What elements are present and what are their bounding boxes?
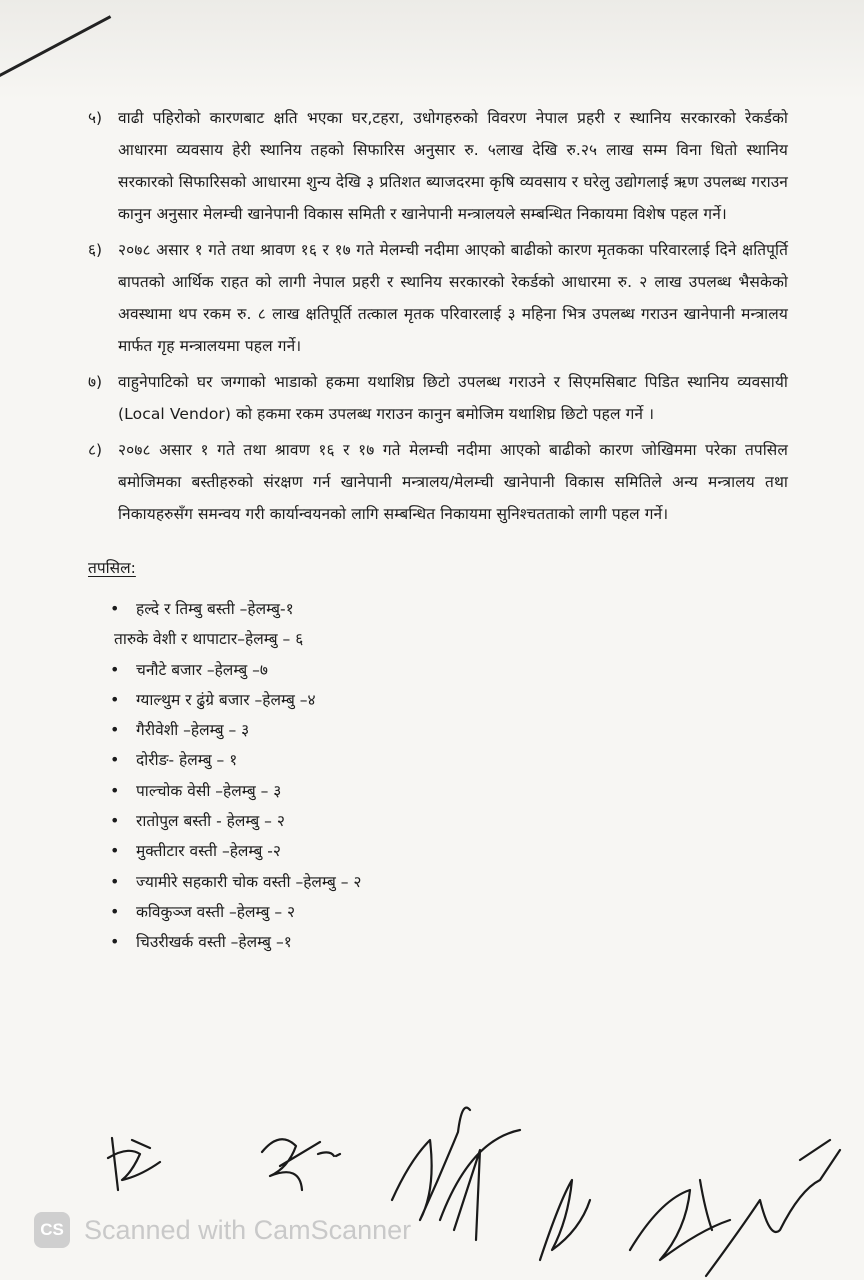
list-item: • दोरीङ- हेलम्बु – १: [110, 745, 788, 775]
tapasil-heading: तपसिल:: [88, 559, 136, 577]
settlement-list: [88, 594, 788, 958]
paragraph-8: [88, 434, 788, 530]
signature-5: [630, 1180, 730, 1260]
scan-shadow: [0, 0, 864, 100]
signature-2: [262, 1139, 340, 1190]
paragraph-number: ८): [88, 441, 103, 459]
signature-3: [392, 1108, 520, 1240]
paragraph-text: वाहुनेपाटिको घर जग्गाको भाडाको हकमा यथाशिघ्र छिटो उपलब्ध गराउने र सिएमसिबाट पिडित स्थानिय व्यवसायी (Local Vendor) को हकमा रकम उपलब्ध गराउन कानुन बमोजिम यथाशिघ्र छिटो पहल गर्ने ।: [118, 373, 788, 423]
list-item: • ग्याल्थुम र ढुंग्रे बजार –हेलम्बु –४: [110, 685, 788, 715]
paragraph-6: [88, 234, 788, 362]
camscanner-logo-icon: CS: [34, 1212, 70, 1248]
list-item: • चनौटे बजार –हेलम्बु –७: [110, 655, 788, 685]
list-item: • पाल्चोक वेसी –हेलम्बु – ३: [110, 776, 788, 806]
paragraph-7: [88, 366, 788, 430]
paragraph-number: ६): [88, 241, 103, 259]
paragraph-5: [88, 102, 788, 230]
list-item: • चिउरीखर्क वस्ती –हेलम्बु –१: [110, 927, 788, 957]
document-body: [88, 102, 788, 958]
watermark-text: Scanned with CamScanner: [84, 1214, 412, 1245]
signature-4: [540, 1180, 590, 1260]
signature-1: [108, 1138, 160, 1190]
list-item: • गैरीवेशी –हेलम्बु – ३: [110, 715, 788, 745]
list-item: • ज्यामीरे सहकारी चोक वस्ती –हेलम्बु – २: [110, 867, 788, 897]
paragraph-text: वाढी पहिरोको कारणबाट क्षति भएका घर,टहरा, उधोगहरुको विवरण नेपाल प्रहरी र स्थानिय सरकारको रेकर्डको आधारमा व्यवसाय हेरी स्थानिय तहको सिफारिस अनुसार रु. ५लाख देखि रु.२५ लाख सम्म विना धितो स्थानिय सरकारको सिफारिसको आधारमा शुन्य देखि ३ प्रतिशत ब्याजदरमा कृषि व्यवसाय र घरेलु उद्योगलाई ऋण उपलब्ध गराउन कानुन अनुसार मेलम्ची खानेपानी विकास समिती र खानेपानी मन्त्रालयले सम्बन्धित निकायमा विशेष पहल गर्ने।: [118, 109, 788, 223]
camscanner-watermark: [34, 1210, 411, 1250]
list-item: • कविकुञ्ज वस्ती –हेलम्बु – २: [110, 897, 788, 927]
list-item: • हल्दे र तिम्बु बस्ती –हेलम्बु-१: [110, 594, 788, 624]
paragraph-number: ७): [88, 373, 103, 391]
signature-6: [706, 1140, 840, 1276]
paragraph-text: २०७८ असार १ गते तथा श्रावण १६ र १७ गते मेलम्ची नदीमा आएको बाढीको कारण मृतकका परिवारलाई दिने क्षतिपूर्ति बापतको आर्थिक राहत को लागी नेपाल प्रहरी र स्थानिय सरकारको रेकर्डको आधारमा रु. २ लाख उपलब्ध भैसकेको अवस्थामा थप रकम रु. ८ लाख क्षतिपूर्ति तत्काल मृतक परिवारलाई ३ महिना भित्र उपलब्ध गराउन खानेपानी मन्त्रालय मार्फत गृह मन्त्रालयमा पहल गर्ने।: [118, 241, 788, 355]
list-item: • रातोपुल बस्ती - हेलम्बु – २: [110, 806, 788, 836]
paragraph-text: २०७८ असार १ गते तथा श्रावण १६ र १७ गते मेलम्ची नदीमा आएको बाढीको कारण जोखिममा परेका तपसिल बमोजिमका बस्तीहरुको संरक्षण गर्न खानेपानी मन्त्रालय/मेलम्ची खानेपानी विकास समितिले अन्य मन्त्रालय तथा निकायहरुसँग समन्वय गरी कार्यान्वयनको लागि सम्बन्धित निकायमा सुनिश्चतताको लागी पहल गर्ने।: [118, 441, 788, 523]
paragraph-number: ५): [88, 109, 103, 127]
list-item: तारुके वेशी र थापाटार–हेलम्बु – ६: [114, 630, 304, 649]
list-item: • मुक्तीटार वस्ती –हेलम्बु -२: [110, 836, 788, 866]
signatures: [0, 1080, 864, 1280]
